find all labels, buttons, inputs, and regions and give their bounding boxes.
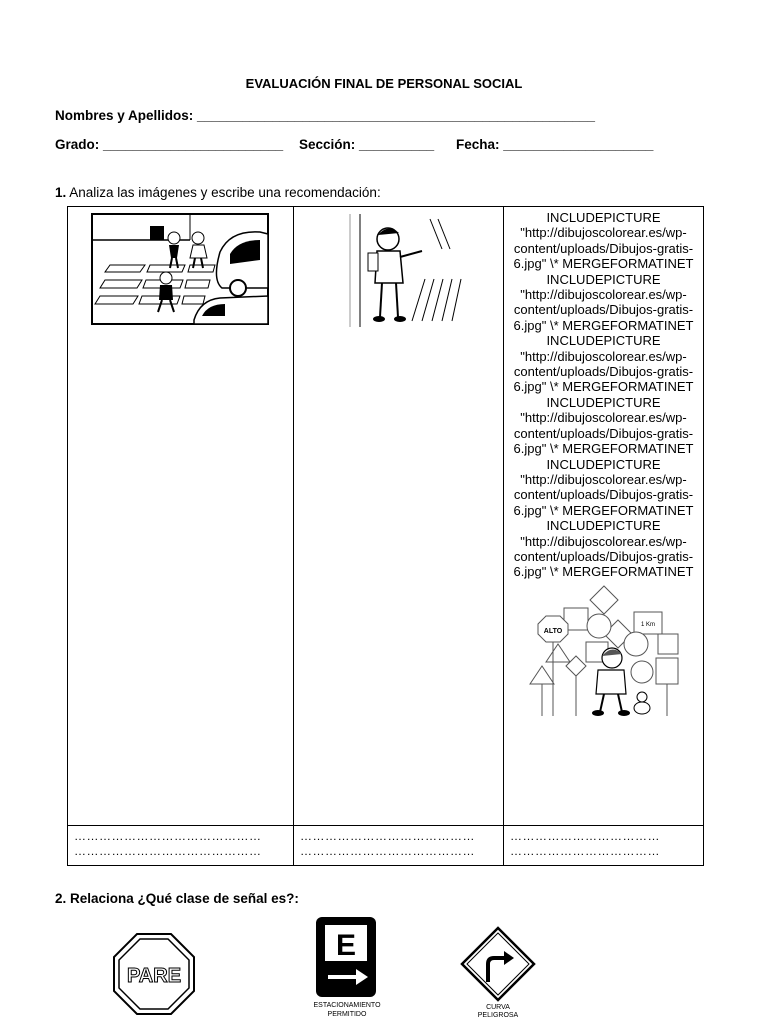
parking-sign-letter: E xyxy=(335,929,357,962)
image-cell-1 xyxy=(68,207,294,826)
answer-lines-3[interactable] xyxy=(504,826,704,866)
question-1-text: Analiza las imágenes y escribe una recomendación: xyxy=(66,185,381,200)
crosswalk-illustration xyxy=(90,210,270,328)
broken-picture-field-code: INCLUDEPICTURE "http://dibujoscolorear.es/wp-content/uploads/Dibujos-gratis-6.jpg" \* MERGEFORMATINET INCLUDEPICTURE "http://dibujoscolorear.es/wp-content/uploads/Dibujos-gratis-6.jpg" \* MERGEFORMATINET INCLUDEPICTURE "http://dibujoscolorear.es/wp-content/uploads/Dibujos-gratis-6.jpg" \* MERGEFORMATINET INCLUDEPICTURE "http://dibujoscolorear.es/wp-content/uploads/Dibujos-gratis-6.jpg" \* MERGEFORMATINET INCLUDEPICTURE "http://dibujoscolorear.es/wp-content/uploads/Dibujos-gratis-6.jpg" \* MERGEFORMATINET INCLUDEPICTURE "http://dibujoscolorear.es/wp-content/uploads/Dibujos-gratis-6.jpg" \* MERGEFORMATINET xyxy=(513,210,694,580)
answer-line[interactable]: …………………………………… xyxy=(300,844,475,858)
km-sign-label: 1 Km xyxy=(640,621,656,628)
answer-line[interactable]: ……………………………………… xyxy=(74,844,262,858)
curve-caption-2: PELIGROSA xyxy=(477,1012,519,1018)
image-table xyxy=(67,206,704,866)
answer-line[interactable]: …………………………………… xyxy=(300,829,475,843)
section-field[interactable]: Sección: __________ xyxy=(299,137,435,152)
answer-lines-1[interactable] xyxy=(68,826,294,866)
parking-caption-2: PERMITIDO xyxy=(327,1011,367,1018)
traffic-signs-illustration xyxy=(526,584,682,720)
alto-sign-label: ALTO xyxy=(543,627,563,635)
curve-warning-sign xyxy=(458,926,542,1018)
names-field[interactable]: Nombres y Apellidos: _____________________________________________________ xyxy=(55,108,595,123)
question-2: 2. Relaciona ¿Qué clase de señal es?: xyxy=(55,891,299,906)
image-cell-2 xyxy=(294,207,504,826)
question-1-number: 1. xyxy=(55,185,67,200)
answer-line[interactable]: ……………………………… xyxy=(510,844,660,858)
boy-crossing-illustration xyxy=(330,209,470,329)
date-field[interactable]: Fecha: ____________________ xyxy=(456,137,654,152)
parking-caption-1: ESTACIONAMIENTO xyxy=(313,1002,381,1009)
answer-line[interactable]: ……………………………………… xyxy=(74,829,262,843)
answer-lines-2[interactable] xyxy=(294,826,504,866)
image-cell-3 xyxy=(504,207,704,826)
stop-sign-label: PARE xyxy=(126,965,182,987)
page-title: EVALUACIÓN FINAL DE PERSONAL SOCIAL xyxy=(245,76,523,91)
answer-line[interactable]: ……………………………… xyxy=(510,829,660,843)
parking-sign xyxy=(306,915,388,1021)
question-1 xyxy=(55,185,381,200)
stop-sign xyxy=(112,932,196,1016)
curve-caption-1: CURVA xyxy=(486,1004,510,1011)
grade-field[interactable]: Grado: ________________________ xyxy=(55,137,284,152)
